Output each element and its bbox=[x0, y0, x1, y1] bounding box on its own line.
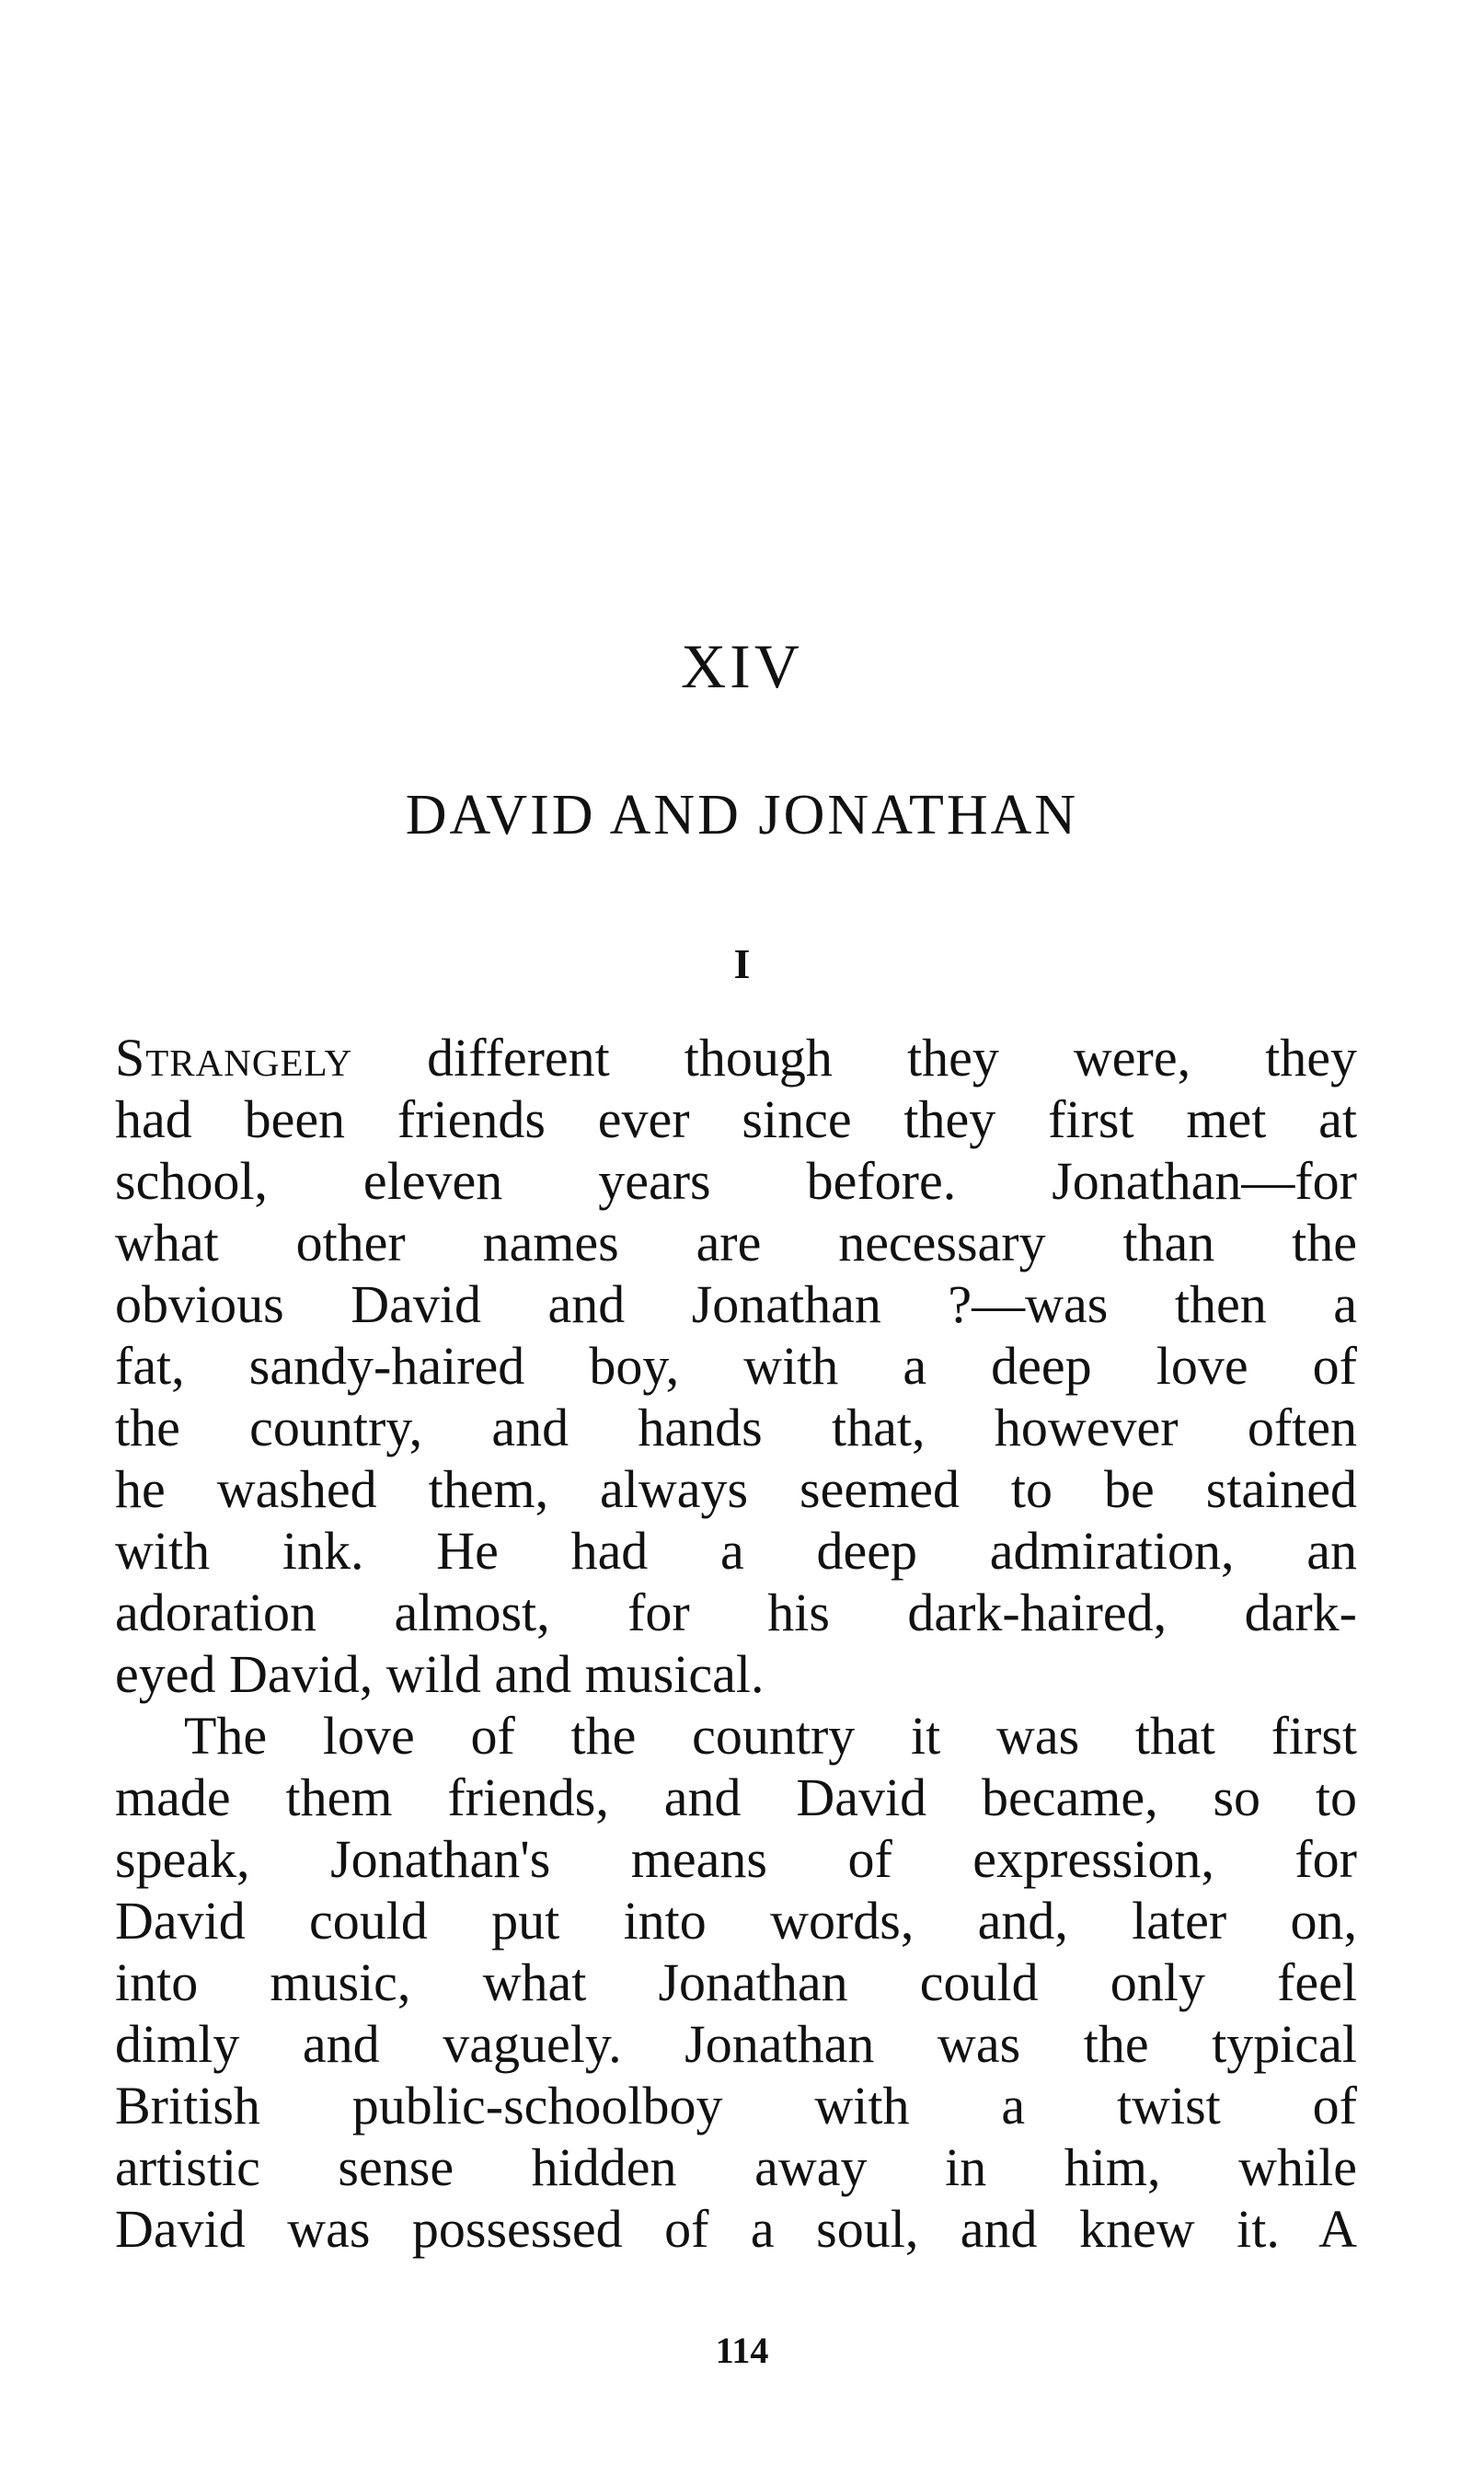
body-text bbox=[115, 1027, 1357, 2260]
paragraph-line: adoration almost, for his dark-haired, dark- bbox=[115, 1583, 1357, 1642]
paragraph-line: dimly and vaguely. Jonathan was the typical bbox=[115, 2014, 1357, 2074]
paragraph-line: speak, Jonathan's means of expression, for bbox=[115, 1829, 1357, 1889]
paragraph-line: he washed them, always seemed to be stained bbox=[115, 1459, 1357, 1519]
paragraph-line bbox=[115, 1027, 1357, 1088]
paragraph-line: school, eleven years before. Jonathan—for bbox=[115, 1151, 1357, 1211]
chapter-number: XIV bbox=[681, 631, 803, 701]
paragraph-line: into music, what Jonathan could only feel bbox=[115, 1952, 1357, 2012]
paragraph-line: The love of the country it was that first bbox=[184, 1706, 1357, 1766]
paragraph-line: David was possessed of a soul, and knew it. A bbox=[115, 2199, 1357, 2259]
paragraph-line: British public-schoolboy with a twist of bbox=[115, 2076, 1357, 2135]
paragraph-line: eyed David, wild and musical. bbox=[115, 1644, 765, 1704]
line-text: different though they were, they bbox=[352, 1028, 1357, 1088]
paragraph-line: fat, sandy-haired boy, with a deep love of bbox=[115, 1336, 1357, 1396]
chapter-title: DAVID AND JONATHAN bbox=[405, 784, 1079, 846]
paragraph-line: with ink. He had a deep admiration, an bbox=[115, 1521, 1357, 1581]
paragraph-line: what other names are necessary than the bbox=[115, 1213, 1357, 1272]
paragraph-line: made them friends, and David became, so to bbox=[115, 1767, 1357, 1827]
page-number: 114 bbox=[715, 2330, 769, 2371]
paragraph-line: David could put into words, and, later on, bbox=[115, 1891, 1357, 1951]
lead-word: Strangely bbox=[115, 1028, 353, 1088]
paragraph-line: obvious David and Jonathan ?—was then a bbox=[115, 1274, 1357, 1334]
section-number: I bbox=[733, 940, 751, 987]
paragraph-line: artistic sense hidden away in him, while bbox=[115, 2137, 1357, 2197]
paragraph-line: had been friends ever since they first met at bbox=[115, 1089, 1357, 1149]
paragraph-line: the country, and hands that, however often bbox=[115, 1398, 1357, 1457]
